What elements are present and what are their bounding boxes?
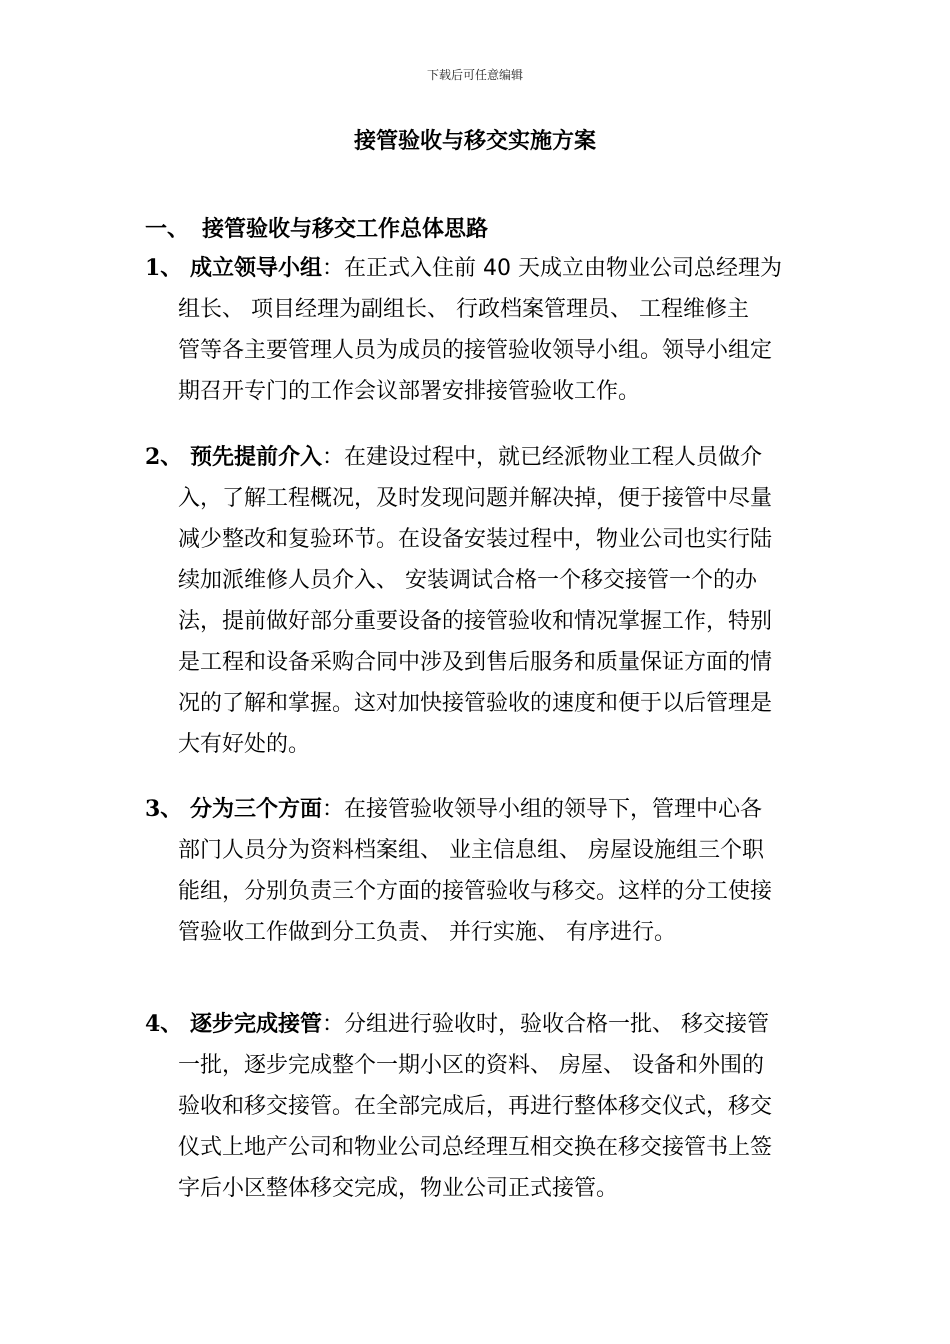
- section-title: 接管验收与移交工作总体思路: [202, 217, 489, 242]
- item-line: 期召开专门的工作会议部署安排接管验收工作。: [178, 379, 641, 404]
- item-line: 大有好处的。: [178, 732, 311, 757]
- item-first-line: [145, 1004, 810, 1045]
- item-line: 字后小区整体移交完成，物业公司正式接管。: [178, 1176, 619, 1201]
- item-number: 1、: [145, 255, 183, 281]
- item-first-line: [145, 789, 810, 830]
- item-first-line: [145, 437, 810, 478]
- item-first-line: [145, 248, 810, 289]
- item-line: 法，提前做好部分重要设备的接管验收和情况掌握工作，特别: [178, 609, 773, 634]
- item-line: 是工程和设备采购合同中涉及到售后服务和质量保证方面的情: [178, 650, 773, 675]
- item-lead: 逐步完成接管: [190, 1012, 323, 1037]
- document-title: 接管验收与移交实施方案: [353, 129, 596, 154]
- item-text: ：在建设过程中，就已经派物业工程人员做介: [322, 445, 763, 470]
- item-line: 况的了解和掌握。这对加快接管验收的速度和便于以后管理是: [178, 691, 773, 716]
- item-line: 续加派维修人员介入、 安装调试合格一个移交接管一个的办: [178, 568, 757, 593]
- item-lead: 预先提前介入: [190, 445, 323, 470]
- section-number: 一、: [145, 217, 190, 242]
- item-lead: 分为三个方面: [190, 797, 323, 822]
- item-text: ：分组进行验收时，验收合格一批、 移交接管: [322, 1012, 770, 1037]
- item-lead: 成立领导小组: [190, 256, 323, 281]
- item-line: 组长、 项目经理为副组长、 行政档案管理员、 工程维修主: [178, 297, 749, 322]
- item-line: 能组，分别负责三个方面的接管验收与移交。这样的分工使接: [178, 879, 773, 904]
- item-line: 减少整改和复验环节。在设备安装过程中，物业公司也实行陆: [178, 527, 773, 552]
- item-line: 部门人员分为资料档案组、 业主信息组、 房屋设施组三个职: [178, 838, 764, 863]
- item-line: 管验收工作做到分工负责、 并行实施、 有序进行。: [178, 920, 676, 945]
- item-number: 2、: [145, 444, 183, 470]
- item-line: 仪式上地产公司和物业公司总经理互相交换在移交接管书上签: [178, 1135, 773, 1160]
- item-text: ：在接管验收领导小组的领导下，管理中心各: [322, 797, 763, 822]
- section-heading: [145, 212, 488, 243]
- item-line: 一批，逐步完成整个一期小区的资料、 房屋、 设备和外围的: [178, 1053, 764, 1078]
- item-line: 入，了解工程概况，及时发现问题并解决掉，便于接管中尽量: [178, 486, 773, 511]
- list-item: [145, 789, 810, 953]
- list-item: [145, 248, 810, 412]
- item-line: 管等各主要管理人员为成员的接管验收领导小组。领导小组定: [178, 338, 773, 363]
- item-number: 4、: [145, 1011, 183, 1037]
- list-item: [145, 437, 810, 765]
- item-text: ：在正式入住前 40 天成立由物业公司总经理为: [322, 256, 782, 281]
- header-note: 下载后可任意编辑: [426, 68, 523, 82]
- item-line: 验收和移交接管。在全部完成后，再进行整体移交仪式，移交: [178, 1094, 773, 1119]
- item-number: 3、: [145, 796, 183, 822]
- list-item: [145, 1004, 810, 1209]
